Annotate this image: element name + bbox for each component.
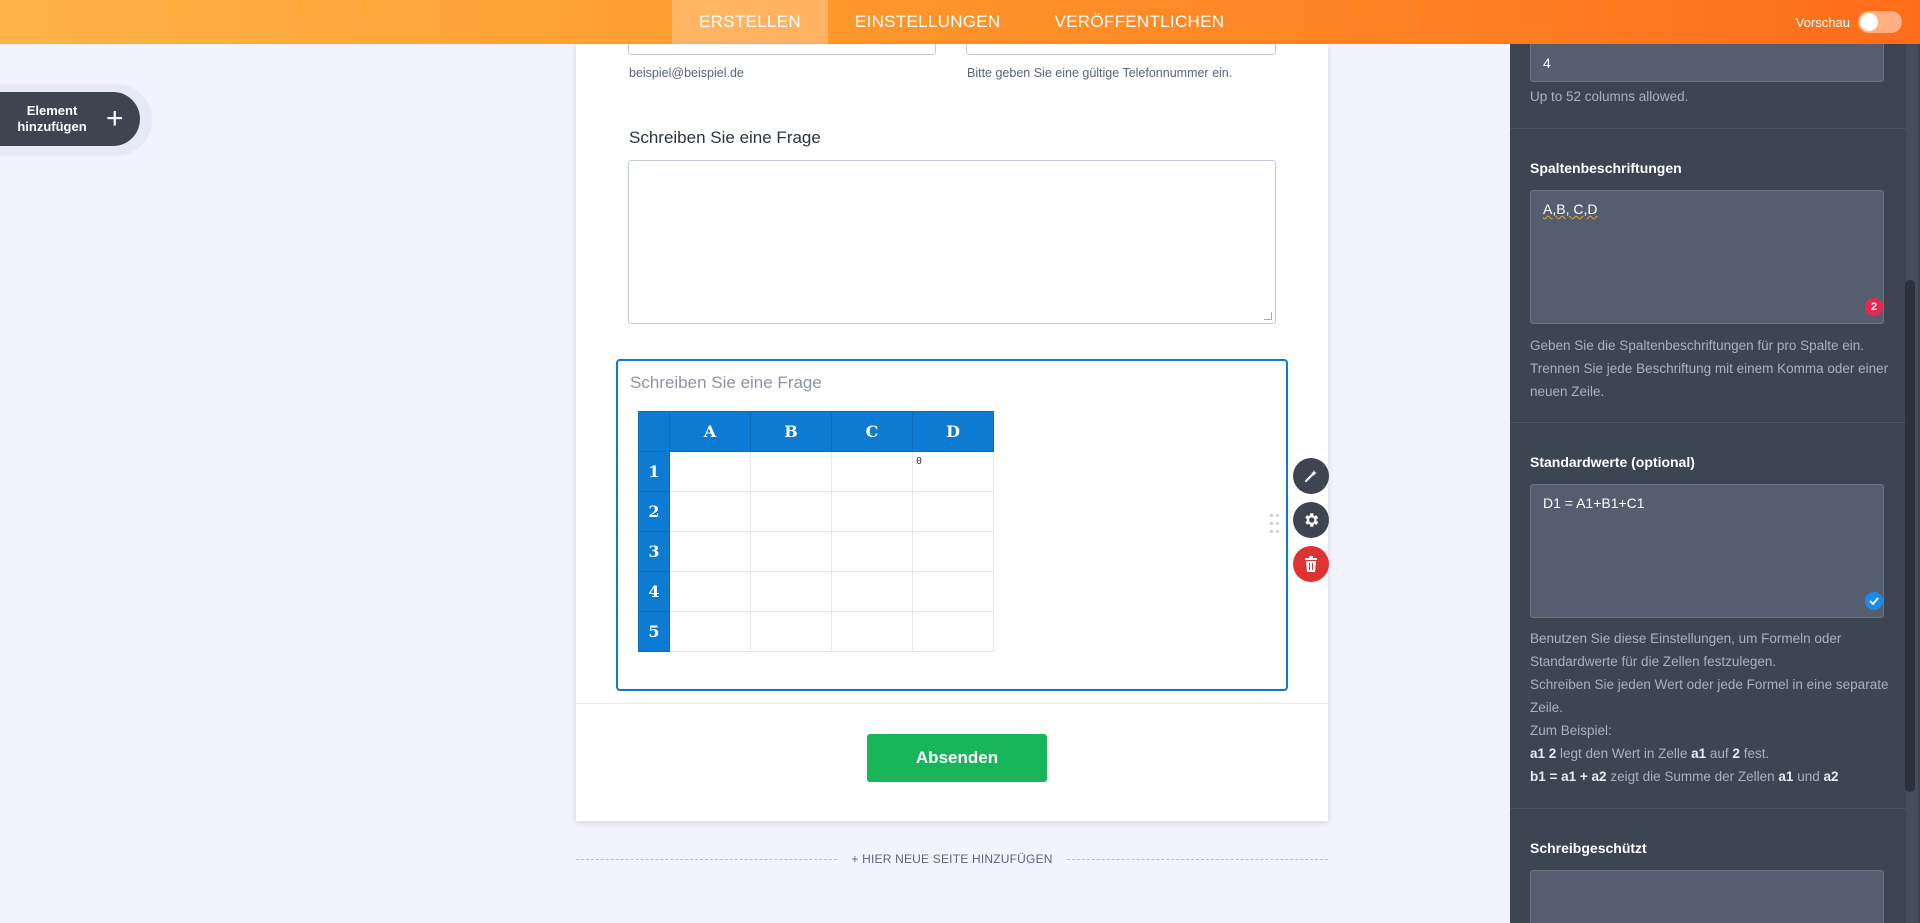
phone-hint: Bitte geben Sie eine gültige Telefonnummer ein.: [967, 66, 1233, 80]
code: a1: [1778, 769, 1794, 784]
scrollbar[interactable]: [1906, 44, 1918, 923]
table-row: [639, 572, 994, 612]
form-card: [576, 44, 1328, 821]
column-header: C: [832, 412, 913, 452]
email-field[interactable]: [628, 44, 936, 55]
help-text: zeigt die Summe der Zellen: [1606, 769, 1779, 784]
code: a2: [1823, 769, 1839, 784]
add-element-label: [0, 103, 104, 135]
preview-toggle[interactable]: [1858, 11, 1902, 33]
default-values-title: Standardwerte (optional): [1530, 454, 1695, 470]
help-example-2: [1530, 765, 1895, 788]
default-values-help: [1530, 627, 1895, 788]
column-labels-help: Geben Sie die Spaltenbeschriftungen für pro Spalte ein. Trennen Sie jede Beschriftung mit einem Komma oder einer neuen Zeile.: [1530, 338, 1889, 399]
code: a1: [1691, 746, 1707, 761]
spreadsheet-cell[interactable]: [670, 612, 751, 652]
divider: [576, 859, 837, 860]
phone-field[interactable]: [966, 44, 1276, 55]
check-icon: [1865, 592, 1883, 610]
spreadsheet-cell[interactable]: [832, 492, 913, 532]
row-header: 1: [639, 452, 670, 492]
add-new-page-link[interactable]: + HIER NEUE SEITE HINZUFÜGEN: [851, 852, 1053, 866]
columns-input[interactable]: 4: [1530, 44, 1884, 82]
column-labels-value: A,B, C,D: [1543, 201, 1598, 217]
spreadsheet-cell[interactable]: [751, 492, 832, 532]
spreadsheet-cell[interactable]: [913, 492, 994, 532]
spreadsheet-corner: [639, 412, 670, 452]
long-text-question[interactable]: Schreiben Sie eine Frage: [629, 128, 821, 147]
divider: [1510, 422, 1906, 423]
gear-icon: [1302, 511, 1320, 529]
help-line: Benutzen Sie diese Einstellungen, um Formeln oder Standardwerte für die Zellen festzulegen.: [1530, 631, 1842, 669]
long-text-input[interactable]: [628, 160, 1276, 324]
spreadsheet-cell[interactable]: [913, 572, 994, 612]
readonly-input[interactable]: [1530, 870, 1884, 923]
tab-einstellungen[interactable]: EINSTELLUNGEN: [854, 12, 1001, 31]
spreadsheet-cell[interactable]: [832, 452, 913, 492]
code: b1 = a1 + a2: [1530, 769, 1607, 784]
builder-tabs: [672, 0, 1251, 44]
spreadsheet-cell[interactable]: [751, 612, 832, 652]
spreadsheet-cell[interactable]: [751, 572, 832, 612]
add-element-label-line1: Element: [26, 103, 78, 118]
table-row: [639, 532, 994, 572]
preview-label: Vorschau: [1795, 14, 1850, 30]
spreadsheet-cell[interactable]: [832, 612, 913, 652]
resize-handle[interactable]: [1264, 312, 1272, 320]
scrollbar-thumb[interactable]: [1905, 280, 1915, 792]
help-line: Schreiben Sie jeden Wert oder jede Formel in eine separate Zeile.: [1530, 677, 1889, 715]
settings-button[interactable]: [1293, 502, 1329, 538]
columns-help: Up to 52 columns allowed.: [1530, 89, 1689, 104]
tab-erstellen[interactable]: ERSTELLEN: [672, 0, 828, 44]
divider: [576, 703, 1328, 704]
row-header: 5: [639, 612, 670, 652]
spreadsheet-field[interactable]: [616, 359, 1288, 691]
spreadsheet-question[interactable]: Schreiben Sie eine Frage: [630, 373, 822, 392]
toggle-knob: [1860, 13, 1878, 31]
spreadsheet-table: [638, 411, 994, 652]
add-new-page: [576, 852, 1328, 866]
default-values-input[interactable]: D1 = A1+B1+C1: [1530, 484, 1884, 618]
spreadsheet-cell[interactable]: [670, 572, 751, 612]
spreadsheet-cell[interactable]: [913, 612, 994, 652]
magic-wand-button[interactable]: [1293, 458, 1329, 494]
wand-icon: [1303, 468, 1319, 484]
table-row: [639, 612, 994, 652]
add-element-button[interactable]: [0, 92, 140, 146]
properties-panel: [1510, 44, 1920, 923]
row-header: 2: [639, 492, 670, 532]
column-header: D: [913, 412, 994, 452]
spreadsheet-cell[interactable]: [751, 452, 832, 492]
help-text: legt den Wert in Zelle: [1556, 746, 1692, 761]
spreadsheet-cell[interactable]: [670, 532, 751, 572]
table-row: [639, 492, 994, 532]
trash-icon: [1304, 556, 1318, 572]
top-bar: [0, 0, 1920, 44]
help-text: auf: [1706, 746, 1733, 761]
divider: [1510, 808, 1906, 809]
divider: [1067, 859, 1328, 860]
help-text: und: [1793, 769, 1824, 784]
column-header: B: [751, 412, 832, 452]
preview-control: [1796, 0, 1902, 44]
readonly-title: Schreibgeschützt: [1530, 840, 1647, 856]
code: a1 2: [1530, 746, 1557, 761]
spreadsheet-cell[interactable]: 0: [913, 452, 994, 492]
help-text: fest.: [1739, 746, 1770, 761]
spreadsheet-cell[interactable]: [670, 492, 751, 532]
spreadsheet-cell[interactable]: [832, 532, 913, 572]
add-element-label-line2: hinzufügen: [17, 119, 87, 134]
table-row: [639, 452, 994, 492]
submit-button[interactable]: Absenden: [867, 734, 1047, 782]
column-labels-input[interactable]: [1530, 190, 1884, 324]
drag-handle-icon[interactable]: [1270, 514, 1280, 536]
email-hint: beispiel@beispiel.de: [629, 66, 744, 80]
column-labels-title: Spaltenbeschriftungen: [1530, 160, 1682, 176]
help-example-1: [1530, 742, 1895, 765]
delete-button[interactable]: [1293, 546, 1329, 582]
spreadsheet-cell[interactable]: [832, 572, 913, 612]
spreadsheet-cell[interactable]: [913, 532, 994, 572]
column-header: A: [670, 412, 751, 452]
spreadsheet-cell[interactable]: [670, 452, 751, 492]
spreadsheet-cell[interactable]: [751, 532, 832, 572]
spellcheck-badge[interactable]: 2: [1865, 298, 1883, 316]
row-header: 4: [639, 572, 670, 612]
divider: [1510, 128, 1906, 129]
help-line: Zum Beispiel:: [1530, 723, 1612, 738]
code: 2: [1732, 746, 1740, 761]
plus-icon: +: [106, 102, 124, 135]
tab-veroeffentlichen[interactable]: VERÖFFENTLICHEN: [1054, 12, 1225, 31]
row-header: 3: [639, 532, 670, 572]
